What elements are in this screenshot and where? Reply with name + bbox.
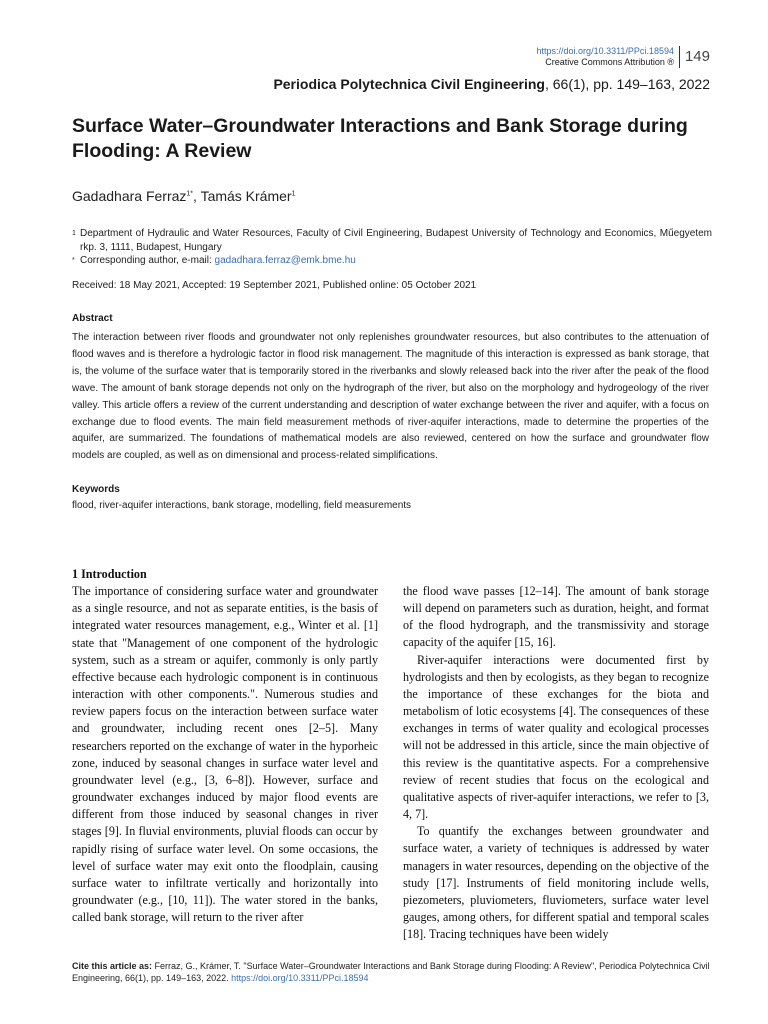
body-paragraph: To quantify the exchanges between groundwater and surface water, a variety of techniques is addressed by water managers in water resources, depending on the objective of the study [17]. Instruments of field monitoring include wells, piezometers, pluviometers, fluviometers, surface water level gauges, among others, for different spatial and temporal scales [18]. Tracing techniques have been widely	[403, 824, 709, 942]
page-number: 149	[684, 48, 710, 65]
author-separator: ,	[193, 188, 201, 204]
affiliation-mark: 1	[72, 230, 76, 237]
publication-dates: Received: 18 May 2021, Accepted: 19 September 2021, Published online: 05 October 2021	[72, 280, 477, 291]
body-paragraph: the flood wave passes [12–14]. The amount of bank storage will depend on parameters such as duration, height, and format of the flood hydrograph, and the transmissivity and storage capacity of the aquifer [15, 16].	[403, 584, 709, 650]
doi-link[interactable]: https://doi.org/10.3311/PPci.18594	[536, 46, 674, 56]
corresponding-author-row	[72, 254, 712, 268]
journal-name: Periodica Polytechnica Civil Engineering	[273, 76, 545, 92]
journal-issue: , 66(1), pp. 149–163, 2022	[544, 76, 710, 92]
author-name: Tamás Krámer	[200, 188, 292, 204]
cite-doi-link[interactable]: https://doi.org/10.3311/PPci.18594	[231, 973, 369, 983]
corresponding-mark: *	[72, 257, 75, 264]
cite-label: Cite this article as:	[72, 961, 153, 971]
keywords-heading: Keywords	[72, 484, 120, 495]
cite-this-article	[72, 960, 712, 984]
body-column-right	[403, 583, 709, 943]
author-name: Gadadhara Ferraz	[72, 188, 187, 204]
abstract-text: The interaction between river floods and groundwater not only replenishes groundwater resources, but also contributes to the attenuation of flood waves and is therefore a hydrologic factor in flood risk management. The magnitude of this interaction is expressed as bank storage, that is, the volume of the surface water that is temporarily stored in the riverbanks and slowly released back into the river after the peak of the flood wave. The amount of bank storage depends not only on the hydrograph of the river, but also on the morphology and hydrogeology of the river valley. This article offers a review of the current understanding and description of water exchange between the river and aquifer, with a focus on exchange due to flood events. The main field measurement methods of river-aquifer interactions, made to determine the properties of the aquifer, are summarized. The foundations of mathematical models are also reviewed, centered on how the surface and groundwater flow models are coupled, as well as on dimensional and process-related simplifications.	[72, 332, 709, 462]
author-list	[72, 188, 296, 204]
doi-block	[537, 46, 680, 68]
paper-title: Surface Water–Groundwater Interactions and Bank Storage during Flooding: A Review	[72, 115, 688, 162]
affiliation-text: Department of Hydraulic and Water Resources, Faculty of Civil Engineering, Budapest University of Technology and Economics, Műegyetem rkp. 3, 1111, Budapest, Hungary	[80, 228, 712, 253]
section-heading: 1 Introduction	[72, 567, 147, 581]
author-affiliation-mark: 1*	[186, 190, 194, 198]
affiliations	[72, 227, 712, 268]
author-affiliation-mark: 1	[291, 190, 296, 198]
body-paragraph: The importance of considering surface water and groundwater as a single resource, and not as separate entities, is the basis of integrated water resources management, e.g., Winter et al. [1] state that "Management of one component of the hydrologic system, such as a stream or aquifer, commonly is only partly effective because each hydrologic component is in continuous interaction with other components.". Numerous studies and review papers focus on the interaction between surface water and groundwater, including recent ones [2–5]. Many researchers reported on the exchange of water in the hyporheic zone, induced by seasonal changes in surface water level and groundwater level (e.g., [3, 6–8]). However, surface and groundwater exchanges induced by major flood events are different from those induced by seasonal changes in river stages [9]. In fluvial environments, pluvial floods can occur by rapidly rising of surface water level. On some occasions, the level of surface water may exit onto the floodplain, causing surface water to infiltrate vertically and horizontally into groundwater (e.g., [10, 11]). The water stored in the banks, called bank storage, will return to the river after	[72, 584, 378, 925]
cite-text: Ferraz, G., Krámer, T. "Surface Water–Groundwater Interactions and Bank Storage during Flooding: A Review", Periodica Polytechnica Civil Engineering, 66(1), pp. 149–163, 2022.	[72, 961, 710, 983]
license-text: Creative Commons Attribution ®	[545, 57, 674, 67]
body-paragraph: River-aquifer interactions were documented first by hydrologists and then by ecologists, as they began to recognize the importance of these exchanges for the biota and metabolism of lotic ecosystems [4]. The consequences of these exchanges in terms of water quality and ecological processes will not be addressed in this article, since the main objective of this review is the quantitative aspects. For a comprehensive review of recent studies that focus on the ecological and qualitative aspects of river-aquifer interactions, we refer to [3, 4, 7].	[403, 652, 709, 822]
affiliation-row	[72, 227, 712, 254]
header-doi-area	[537, 46, 710, 68]
body-column-left	[72, 566, 378, 926]
journal-citation-line	[273, 76, 710, 92]
corresponding-label: Corresponding author, e-mail:	[80, 255, 215, 266]
abstract-heading: Abstract	[72, 313, 113, 324]
keywords-text: flood, river-aquifer interactions, bank storage, modelling, field measurements	[72, 500, 412, 511]
email-link[interactable]: gadadhara.ferraz@emk.bme.hu	[214, 255, 356, 266]
